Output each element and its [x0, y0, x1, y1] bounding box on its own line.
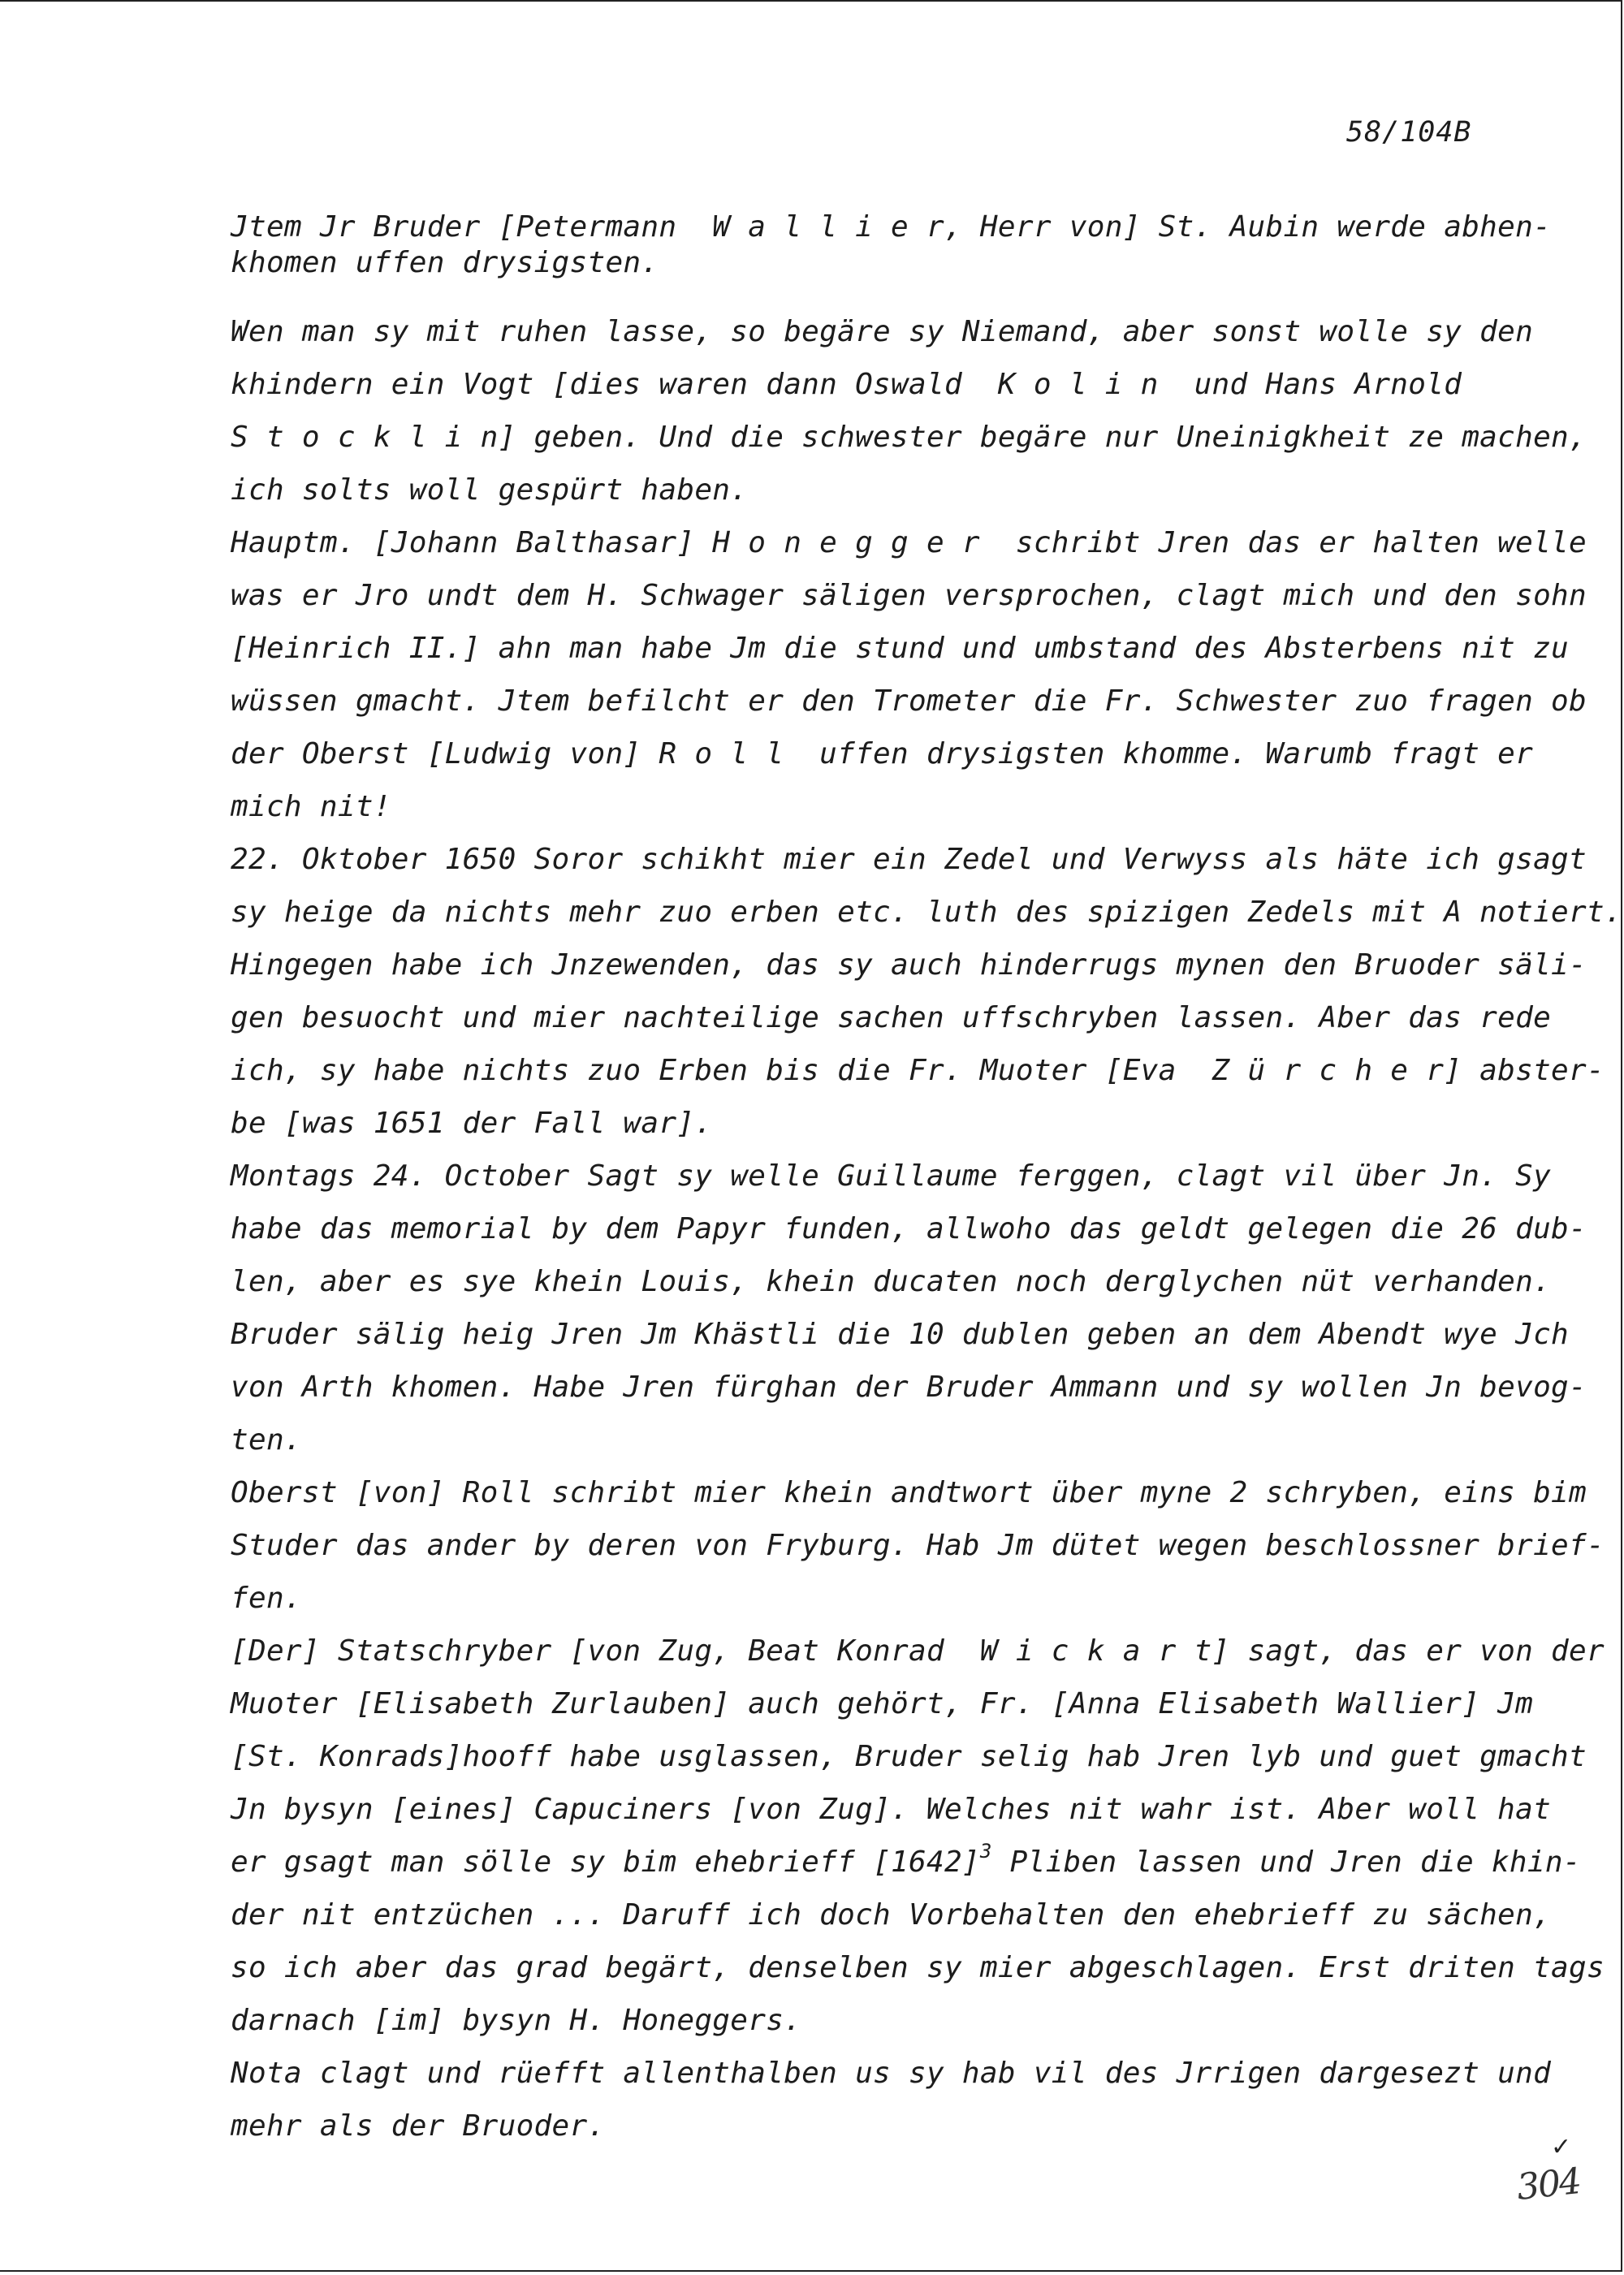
- text-line: [St. Konrads]hooff habe usglassen, Bruder selig hab Jren lyb und guet gmacht: [231, 1740, 1587, 1773]
- text-line: ich, sy habe nichts zuo Erben bis die Fr. Muoter [Eva Z ü r c h e r] abster-: [231, 1054, 1605, 1087]
- text-line-footnote: [231, 1840, 1581, 1880]
- footnote-line-before: er gsagt man sölle sy bim ehebrieff [1642]: [231, 1845, 980, 1879]
- text-line: was er Jro undt dem H. Schwager säligen versprochen, clagt mich und den sohn: [231, 579, 1587, 612]
- page-number: 58/104B: [1346, 116, 1472, 149]
- text-line: sy heige da nichts mehr zuo erben etc. luth des spizigen Zedels mit A notiert.: [231, 896, 1622, 929]
- footnote-marker: 3: [979, 1840, 992, 1863]
- text-line: Bruder sälig heig Jren Jm Khästli die 10 dublen geben an dem Abendt wye Jch: [231, 1318, 1570, 1351]
- text-line: Hauptm. [Johann Balthasar] H o n e g g e r schribt Jren das er halten welle: [231, 526, 1587, 559]
- text-line: wüssen gmacht. Jtem befilcht er den Trometer die Fr. Schwester zuo fragen ob: [231, 684, 1587, 718]
- checkmark-icon: ✓: [1551, 2133, 1572, 2161]
- text-line: mehr als der Bruoder.: [231, 2109, 606, 2143]
- text-line: der Oberst [Ludwig von] R o l l uffen drysigsten khomme. Warumb fragt er: [231, 737, 1534, 771]
- text-line: habe das memorial by dem Papyr funden, allwoho das geldt gelegen die 26 dub-: [231, 1212, 1587, 1245]
- text-line: Jtem Jr Bruder [Petermann W a l l i e r, Herr von] St. Aubin werde abhen-: [231, 210, 1552, 244]
- footnote-line-after: Pliben lassen und Jren die khin-: [991, 1845, 1581, 1879]
- text-line: Studer das ander by deren von Fryburg. Hab Jm dütet wegen beschlossner brief-: [231, 1529, 1605, 1562]
- text-line: darnach [im] bysyn H. Honeggers.: [231, 2004, 802, 2037]
- text-line: S t o c k l i n] geben. Und die schwester begäre nur Uneinigkheit ze machen,: [231, 421, 1587, 454]
- text-line: [Heinrich II.] ahn man habe Jm die stund und umbstand des Absterbens nit zu: [231, 632, 1570, 665]
- text-line: mich nit!: [231, 790, 391, 823]
- text-line: len, aber es sye khein Louis, khein ducaten noch derglychen nüt verhanden.: [231, 1265, 1552, 1298]
- text-line: [Der] Statschryber [von Zug, Beat Konrad W i c k a r t] sagt, das er von der: [231, 1634, 1605, 1668]
- text-line: fen.: [231, 1582, 302, 1615]
- text-line: von Arth khomen. Habe Jren fürghan der Bruder Ammann und sy wollen Jn bevog-: [231, 1371, 1587, 1404]
- text-line: Jn bysyn [eines] Capuciners [von Zug]. Welches nit wahr ist. Aber woll hat: [231, 1793, 1552, 1826]
- text-line: Nota clagt und rüefft allenthalben us sy hab vil des Jrrigen dargesezt und: [231, 2057, 1552, 2090]
- text-line: Montags 24. October Sagt sy welle Guillaume ferggen, clagt vil über Jn. Sy: [231, 1159, 1552, 1193]
- handwritten-folio-number: 304: [1514, 2161, 1583, 2208]
- text-line: Muoter [Elisabeth Zurlauben] auch gehört, Fr. [Anna Elisabeth Wallier] Jm: [231, 1687, 1534, 1720]
- text-line: der nit entzüchen ... Daruff ich doch Vorbehalten den ehebrieff zu sächen,: [231, 1898, 1552, 1932]
- text-line: be [was 1651 der Fall war].: [231, 1107, 713, 1140]
- text-line: khomen uffen drysigsten.: [231, 246, 659, 279]
- text-line: gen besuocht und mier nachteilige sachen uffschryben lassen. Aber das rede: [231, 1001, 1552, 1034]
- text-line: khindern ein Vogt [dies waren dann Oswald K o l i n und Hans Arnold: [231, 368, 1462, 401]
- text-line: so ich aber das grad begärt, denselben sy mier abgeschlagen. Erst driten tags: [231, 1951, 1605, 1984]
- text-line: ten.: [231, 1423, 302, 1457]
- text-line: 22. Oktober 1650 Soror schikht mier ein Zedel und Verwyss als häte ich gsagt: [231, 843, 1587, 876]
- text-line: Hingegen habe ich Jnzewenden, das sy auch hinderrugs mynen den Bruoder säli-: [231, 948, 1587, 982]
- text-line: Oberst [von] Roll schribt mier khein andtwort über myne 2 schryben, eins bim: [231, 1476, 1587, 1509]
- text-line: ich solts woll gespürt haben.: [231, 473, 749, 507]
- text-line: Wen man sy mit ruhen lasse, so begäre sy Niemand, aber sonst wolle sy den: [231, 315, 1534, 348]
